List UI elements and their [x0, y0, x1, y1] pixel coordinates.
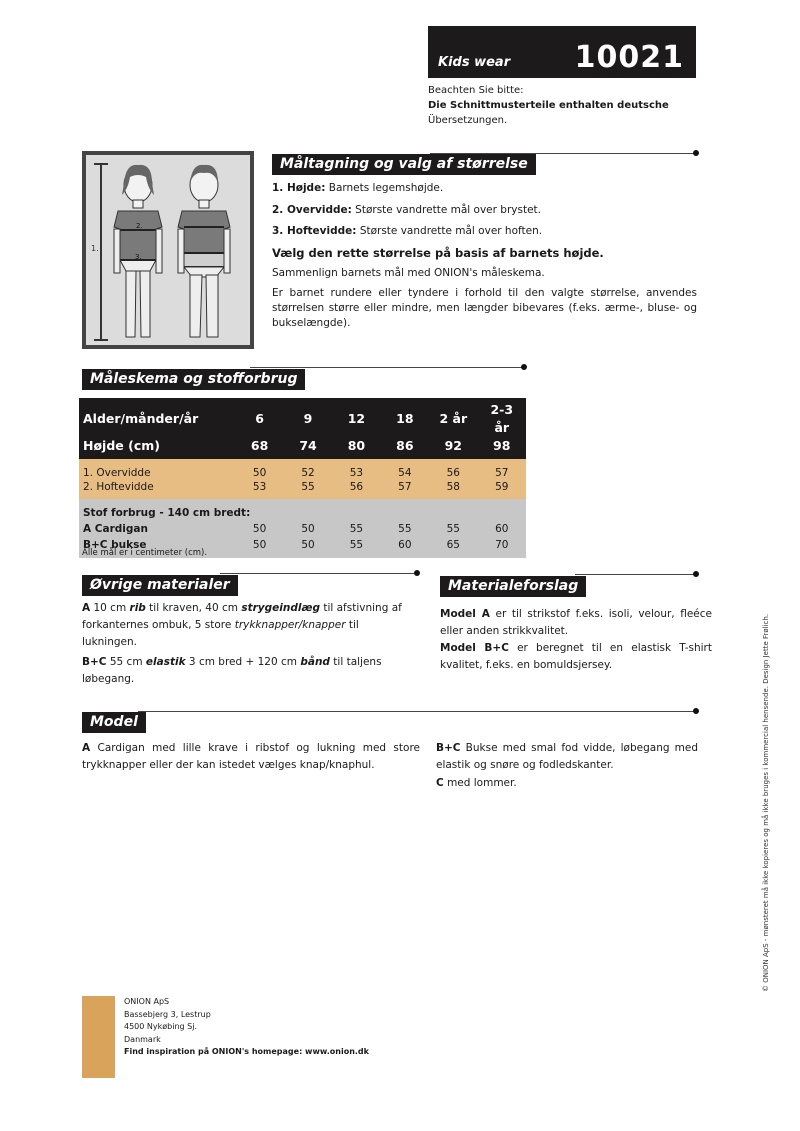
rule-dot-icon — [693, 708, 699, 714]
model-label: A — [82, 742, 91, 754]
materials-text: 3 cm bred + 120 cm — [188, 656, 298, 668]
measure-text: Største vandrette mål over brystet. — [355, 204, 541, 216]
model-label: B+C — [436, 742, 461, 754]
section-rule — [575, 574, 697, 575]
model-label: C — [436, 777, 444, 789]
section-rule — [250, 367, 524, 368]
table-cell: 59 — [478, 480, 527, 499]
measuring-title: Måltagning og valg af størrelse — [272, 154, 536, 175]
note-line-3: Übersetzungen. — [428, 115, 508, 126]
german-note — [428, 83, 708, 128]
row-label: B+C bukse — [79, 537, 235, 558]
note-line-1: Beachten Sie bitte: — [428, 85, 524, 96]
table-cell: 74 — [284, 437, 332, 459]
table-cell: 50 — [284, 521, 332, 537]
table-cell: 98 — [478, 437, 527, 459]
rule-dot-icon — [521, 364, 527, 370]
model-label: Model A — [440, 608, 490, 620]
units-note: Alle mål er i centimeter (cm). — [82, 548, 208, 558]
size-advice-text: Er barnet rundere eller tyndere i forhold til den valgte størrelse, anvendes størrelsen større eller mindre, men længder bibevares (f.eks. ærme-, bluse- og bukselængde). — [272, 287, 697, 329]
table-cell: 2-3 år — [478, 398, 527, 437]
rule-dot-icon — [693, 150, 699, 156]
model-text: med lommer. — [447, 777, 517, 789]
measurement-illustration — [82, 151, 254, 349]
company-country: Danmark — [124, 1034, 161, 1044]
materials-emphasis: elastik — [145, 656, 186, 668]
rule-dot-icon — [414, 570, 420, 576]
children-figures-icon — [86, 155, 250, 345]
table-cell: 80 — [332, 437, 380, 459]
table-row-chest — [79, 459, 526, 480]
measure-item-height — [272, 180, 443, 197]
pattern-header — [428, 26, 696, 78]
table-cell: 18 — [381, 398, 429, 437]
company-address — [124, 996, 369, 1059]
table-cell: 55 — [332, 537, 380, 558]
measure-text: Barnets legemshøjde. — [328, 182, 444, 194]
table-row-hip — [79, 480, 526, 499]
materials-text: til afstivning af forkanternes ombuk, 5 store — [82, 602, 402, 631]
fabric-suggestion-a — [440, 606, 712, 640]
table-cell: 57 — [381, 480, 429, 499]
table-cell: 55 — [381, 521, 429, 537]
table-cell: 55 — [429, 521, 477, 537]
table-cell: 53 — [332, 459, 380, 480]
table-cell: 54 — [381, 459, 429, 480]
table-cell: 50 — [235, 459, 283, 480]
category-label: Kids wear — [438, 55, 511, 70]
note-line-2: Die Schnittmusterteile enthalten deutsche — [428, 100, 669, 111]
table-row-cardigan — [79, 521, 526, 537]
fabric-suggestion-bc — [440, 640, 712, 674]
materials-title: Øvrige materialer — [82, 575, 238, 596]
size-chart-table — [79, 398, 526, 558]
footer-accent-bar — [82, 996, 115, 1078]
table-cell: 55 — [284, 480, 332, 499]
model-c-text — [436, 775, 517, 792]
table-cell: 55 — [332, 521, 380, 537]
materials-bc-text — [82, 654, 412, 688]
materials-emphasis: strygeindlæg — [241, 602, 320, 614]
size-chart-title: Måleskema og stofforbrug — [82, 369, 305, 390]
row-label: Højde (cm) — [79, 437, 235, 459]
fabric-text: er beregnet til en elastisk T-shirt kvalitet, f.eks. en bomuldsjersey. — [440, 642, 712, 671]
materials-emphasis: trykknapper/knapper — [234, 619, 346, 631]
table-cell: 52 — [284, 459, 332, 480]
table-cell: 58 — [429, 480, 477, 499]
table-row-height — [79, 437, 526, 459]
materials-emphasis: rib — [129, 602, 146, 614]
table-cell: 56 — [332, 480, 380, 499]
table-cell: 6 — [235, 398, 283, 437]
table-cell: 60 — [381, 537, 429, 558]
materials-text: til lukningen. — [82, 619, 359, 648]
table-cell: 9 — [284, 398, 332, 437]
model-title: Model — [82, 712, 146, 733]
measure-label: 3. Hoftevidde: — [272, 225, 357, 237]
model-label: B+C — [82, 656, 107, 668]
table-cell: 65 — [429, 537, 477, 558]
model-a-text — [82, 740, 420, 774]
size-compare-text: Sammenlign barnets mål med ONION's måleskema. — [272, 267, 545, 279]
row-label: Alder/månder/år — [79, 398, 235, 437]
rule-dot-icon — [693, 571, 699, 577]
measure-label: 1. Højde: — [272, 182, 326, 194]
pattern-number: 10021 — [574, 40, 684, 75]
table-cell: 86 — [381, 437, 429, 459]
table-cell: 56 — [429, 459, 477, 480]
fabric-heading: Stof forbrug - 140 cm bredt: — [79, 499, 526, 521]
materials-text: til kraven, 40 cm — [149, 602, 238, 614]
company-name: ONION ApS — [124, 997, 170, 1006]
model-label: Model B+C — [440, 642, 509, 654]
measure-label: 2. Overvidde: — [272, 204, 352, 216]
table-row-age — [79, 398, 526, 437]
table-cell: 92 — [429, 437, 477, 459]
size-advice-emphasis: Vælg den rette størrelse på basis af barnets højde. — [272, 246, 604, 260]
row-label: 1. Overvidde — [79, 459, 235, 480]
figure-label-2: 2. — [136, 222, 143, 230]
table-cell: 57 — [478, 459, 527, 480]
section-rule — [220, 573, 417, 574]
model-text: Bukse med smal fod vidde, løbegang med elastik og snøre og fodledskanter. — [436, 742, 698, 771]
fabric-suggestion-title: Materialeforslag — [440, 576, 586, 597]
materials-text: 55 cm — [109, 656, 143, 668]
figure-label-3: 3. — [135, 253, 142, 261]
section-rule — [138, 711, 696, 712]
copyright-notice: © ONION ApS - mønsteret må ikke kopieres og må ikke bruges i kommercial hensende. Design Jette Frølich. — [762, 613, 770, 992]
table-cell: 50 — [235, 537, 283, 558]
figure-label-1: 1. — [91, 244, 99, 253]
materials-a-text — [82, 600, 412, 651]
model-bc-text — [436, 740, 698, 774]
table-cell: 50 — [284, 537, 332, 558]
table-cell: 12 — [332, 398, 380, 437]
company-city: 4500 Nykøbing Sj. — [124, 1022, 197, 1031]
company-street: Bassebjerg 3, Lestrup — [124, 1009, 211, 1019]
table-cell: 53 — [235, 480, 283, 499]
measure-item-hip — [272, 223, 542, 240]
measure-text: Største vandrette mål over hoften. — [359, 225, 543, 237]
materials-text: til taljens løbegang. — [82, 656, 382, 685]
fabric-text: er til strikstof f.eks. isoli, velour, fleéce eller anden strikkvalitet. — [440, 608, 712, 637]
table-cell: 60 — [478, 521, 527, 537]
table-cell: 2 år — [429, 398, 477, 437]
table-cell: 70 — [478, 537, 527, 558]
materials-emphasis: bånd — [300, 656, 330, 668]
materials-text: 10 cm — [93, 602, 127, 614]
model-label: A — [82, 602, 91, 614]
row-label: 2. Hoftevidde — [79, 480, 235, 499]
table-row-fabric-heading — [79, 499, 526, 521]
row-label: A Cardigan — [79, 521, 235, 537]
table-cell: 68 — [235, 437, 283, 459]
table-cell: 50 — [235, 521, 283, 537]
model-text: Cardigan med lille krave i ribstof og lukning med store trykknapper eller der kan istedet vælges knap/knaphul. — [82, 742, 420, 771]
company-homepage: Find inspiration på ONION's homepage: www.onion.dk — [124, 1047, 369, 1056]
measure-item-chest — [272, 202, 541, 219]
